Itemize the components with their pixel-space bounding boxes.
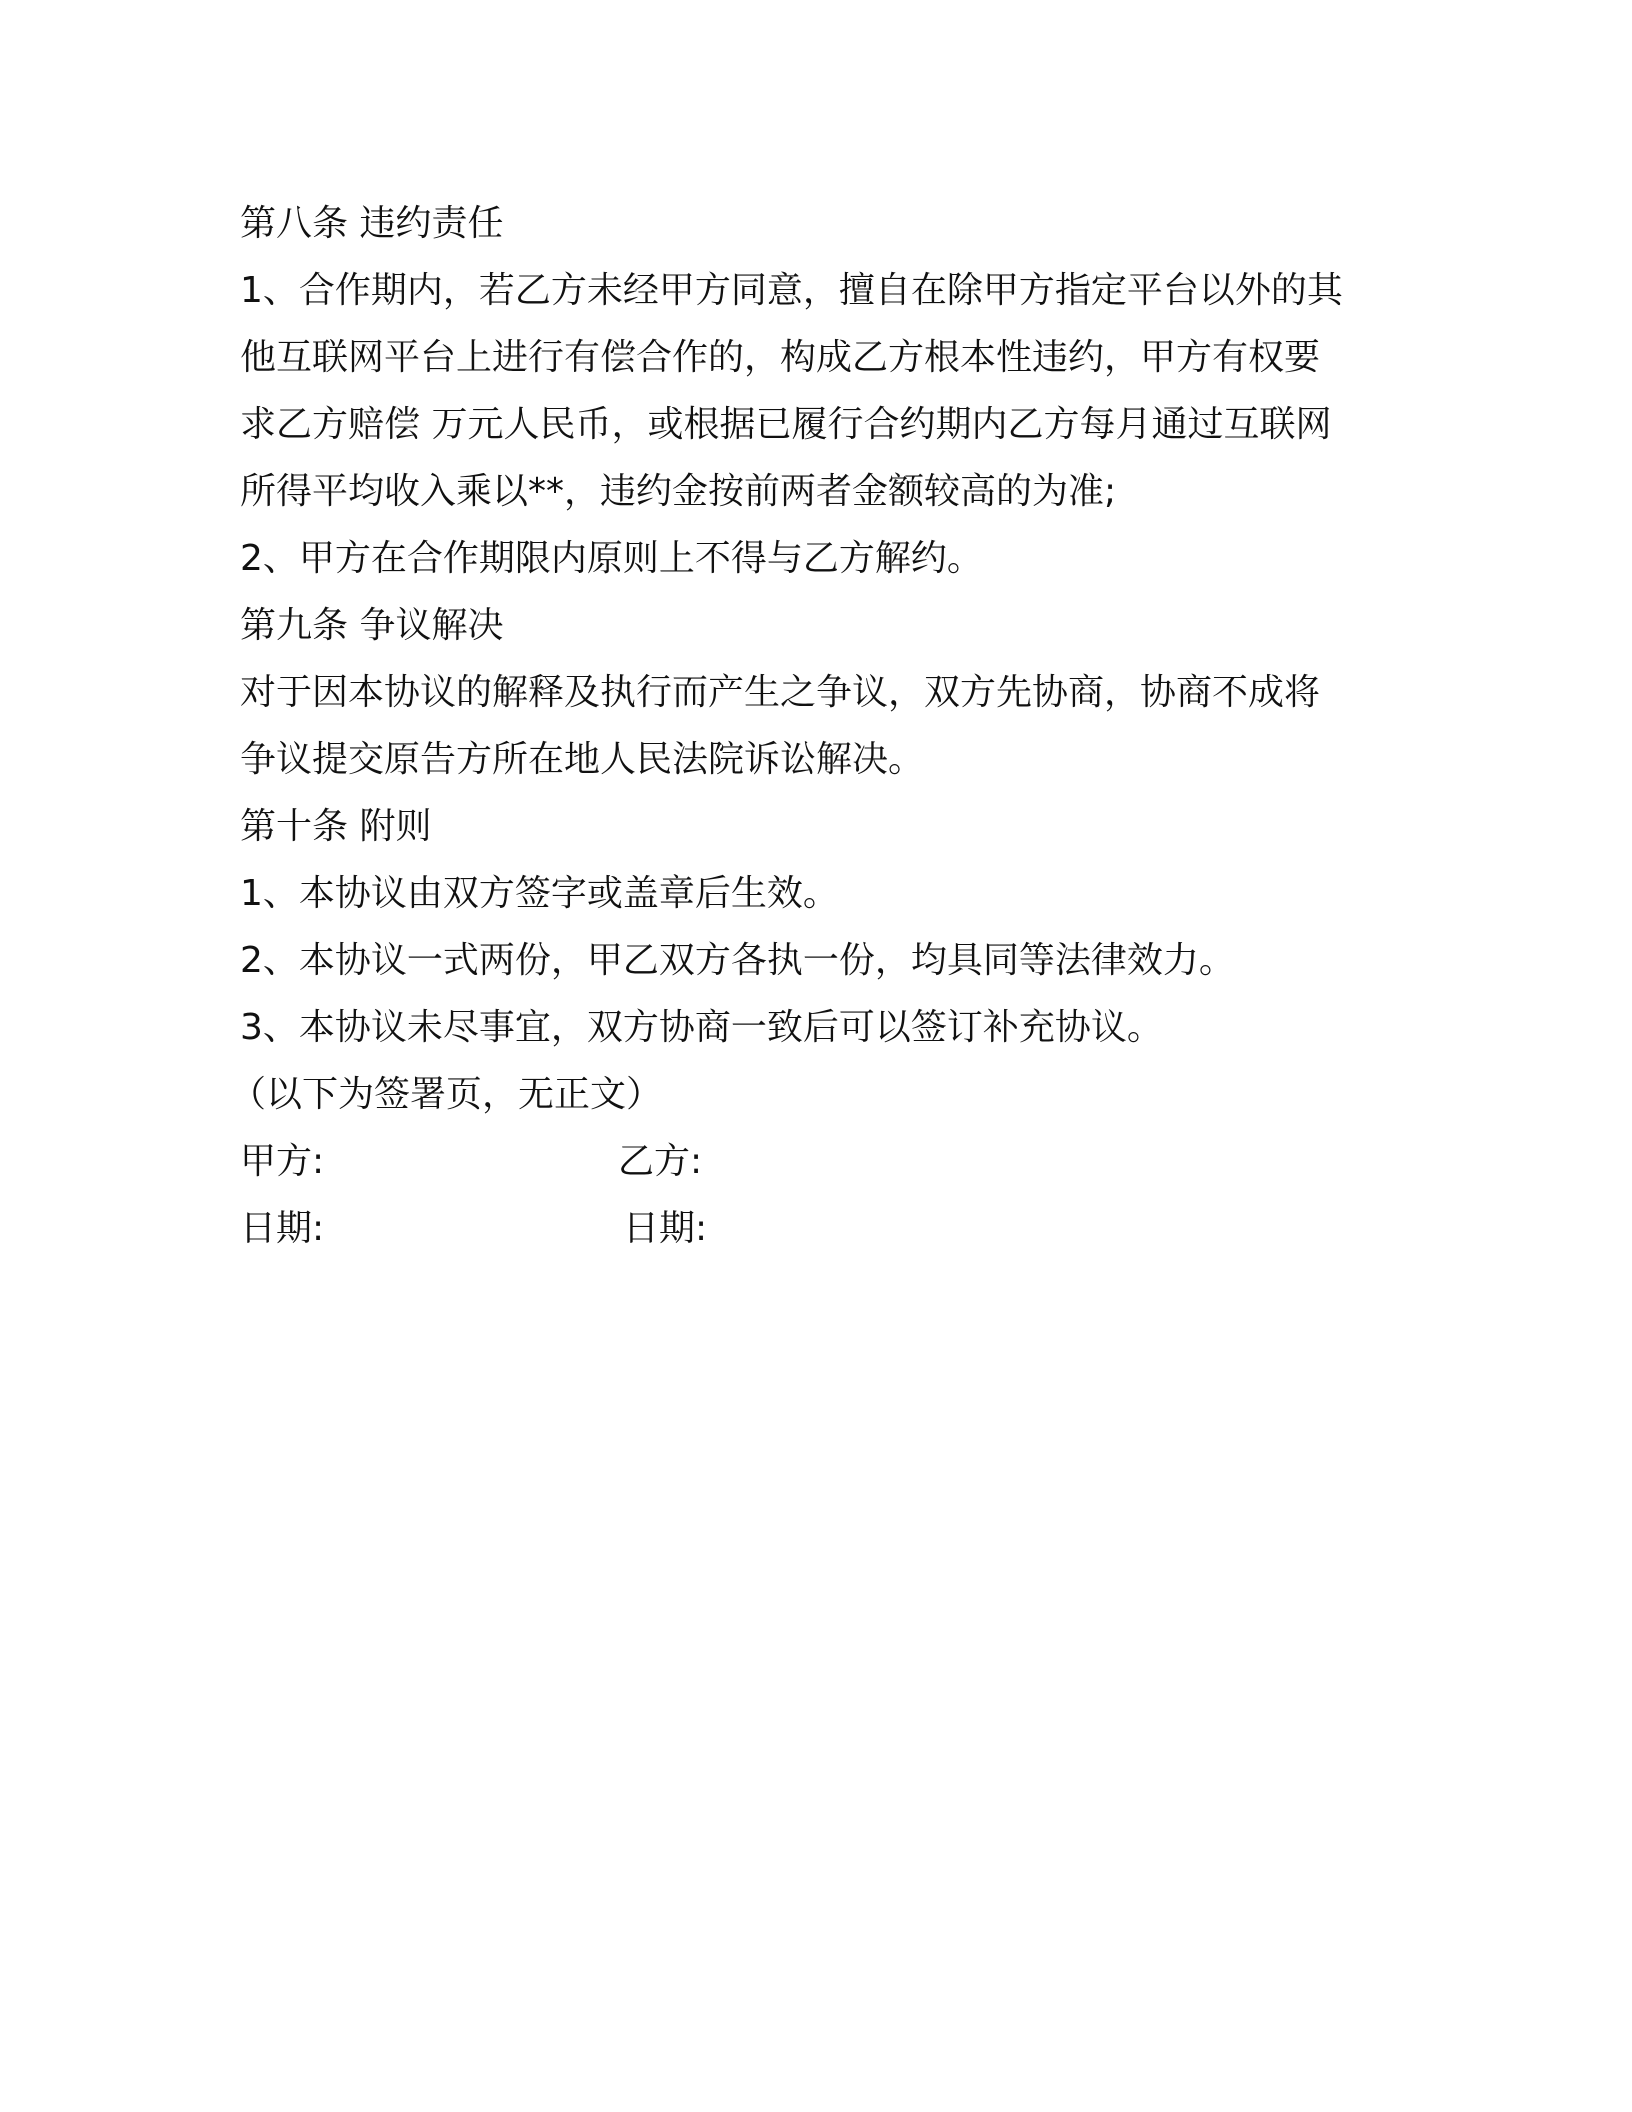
article-8-item-1-line-1: 1、合作期内，若乙方未经甲方同意，擅自在除甲方指定平台以外的其 [240, 270, 1343, 311]
document-body [230, 190, 1390, 1262]
article-10-title: 第十条 附则 [240, 806, 432, 847]
article-10-item-2: 2、本协议一式两份，甲乙双方各执一份，均具同等法律效力。 [240, 940, 1235, 981]
article-8-item-1-line-4: 所得平均收入乘以**，违约金按前两者金额较高的为准; [240, 471, 1117, 512]
signature-date-row [240, 1195, 1390, 1262]
party-a-label: 甲方: [240, 1141, 325, 1182]
article-10-item-1: 1、本协议由双方签字或盖章后生效。 [240, 873, 839, 914]
article-10-item-3: 3、本协议未尽事宜，双方协商一致后可以签订补充协议。 [240, 1007, 1163, 1048]
party-b-label: 乙方: [618, 1141, 703, 1182]
signature-page-note: （以下为签署页，无正文） [230, 1074, 663, 1115]
article-8-item-1-line-3: 求乙方赔偿 万元人民币，或根据已履行合约期内乙方每月通过互联网 [240, 404, 1332, 445]
date-b-label: 日期: [623, 1208, 708, 1249]
article-9-title: 第九条 争议解决 [240, 605, 504, 646]
article-9-body-line-2: 争议提交原告方所在地人民法院诉讼解决。 [240, 739, 925, 780]
signature-party-row [240, 1128, 1390, 1195]
article-8-item-1-line-2: 他互联网平台上进行有偿合作的，构成乙方根本性违约，甲方有权要 [240, 337, 1321, 378]
date-a-label: 日期: [240, 1208, 325, 1249]
article-8-item-2: 2、甲方在合作期限内原则上不得与乙方解约。 [240, 538, 983, 579]
article-8-title: 第八条 违约责任 [240, 203, 504, 244]
article-9-body-line-1: 对于因本协议的解释及执行而产生之争议，双方先协商，协商不成将 [240, 672, 1321, 713]
